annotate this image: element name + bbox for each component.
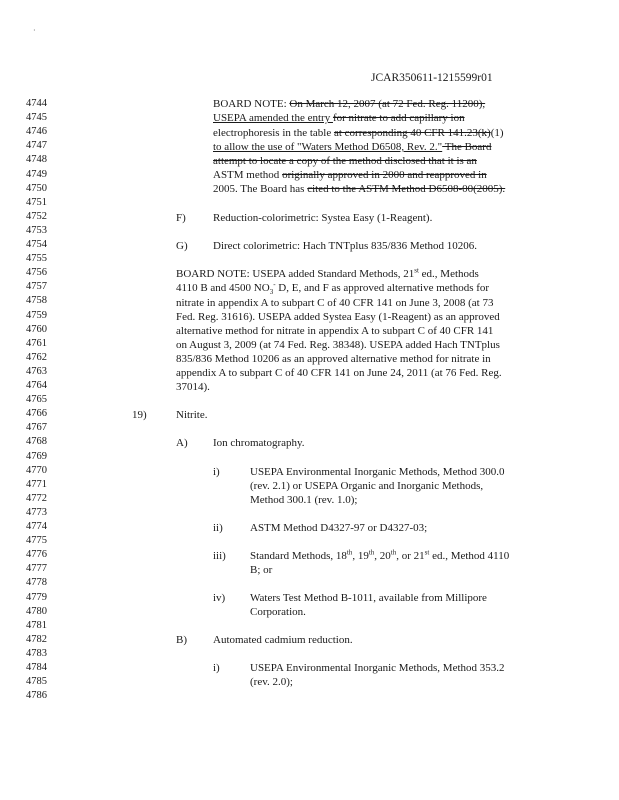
item-19a-letter: A)	[176, 437, 188, 449]
item-19b-title: Automated cadmium reduction.	[213, 634, 353, 646]
line-number: 4750	[26, 182, 47, 194]
item-19a-iii-line1: Standard Methods, 18th, 19th, 20th, or 21st ed., Method 4110	[250, 548, 510, 562]
line-number: 4768	[26, 436, 47, 448]
line-number: 4747	[26, 140, 47, 152]
line-number: 4767	[26, 422, 47, 434]
item-f-letter: F)	[176, 212, 186, 224]
item-19a-ii-num: ii)	[213, 522, 223, 534]
line-number: 4755	[26, 253, 47, 265]
line-number: 4775	[26, 535, 47, 547]
item-19b-i-num: i)	[213, 662, 220, 674]
line-number: 4773	[26, 506, 47, 518]
line-number: 4759	[26, 309, 47, 321]
line-number: 4764	[26, 380, 47, 391]
line-number: 4776	[26, 549, 47, 561]
line-number: 4754	[26, 239, 47, 250]
line-number: 4769	[26, 450, 47, 462]
line-number: 4751	[26, 196, 47, 208]
line-number: 4749	[26, 168, 47, 180]
line-number: 4780	[26, 605, 47, 617]
item-19-title: Nitrite.	[176, 409, 208, 421]
line-number: 4782	[26, 633, 47, 645]
line-number: 4757	[26, 281, 47, 293]
item-19a-title: Ion chromatography.	[213, 437, 305, 449]
item-19b-i-line2: (rev. 2.0);	[250, 676, 293, 688]
item-19a-i-num: i)	[213, 466, 220, 478]
line-number: 4744	[26, 98, 47, 109]
line-number: 4779	[26, 591, 47, 603]
line-number: 4748	[26, 154, 47, 166]
line-number: 4745	[26, 112, 47, 124]
item-f-text: Reduction-colorimetric: Systea Easy (1-Reagent).	[213, 212, 433, 224]
item-19-number: 19)	[132, 409, 147, 421]
line-number: 4761	[26, 337, 47, 349]
line-number: 4777	[26, 563, 47, 575]
line-number: 4774	[26, 521, 47, 532]
item-19a-iv-num: iv)	[213, 592, 226, 604]
line-number: 4770	[26, 464, 47, 476]
document-id-header: JCAR350611-1215599r01	[371, 72, 493, 84]
line-number: 4781	[26, 619, 47, 631]
item-g-text: Direct colorimetric: Hach TNTplus 835/836 Method 10206.	[213, 240, 478, 252]
line-number: 4746	[26, 126, 47, 138]
item-19a-i-line2: (rev. 2.1) or USEPA Organic and Inorganic Methods,	[250, 480, 484, 492]
line-number: 4756	[26, 267, 47, 279]
line-number: 4765	[26, 394, 47, 406]
item-19a-i-line3: Method 300.1 (rev. 1.0);	[250, 494, 358, 506]
item-19a-iii-line2: B; or	[250, 564, 273, 576]
line-number: 4766	[26, 408, 47, 420]
item-19a-iv-line1: Waters Test Method B-1011, available from Millipore	[250, 592, 487, 604]
line-number: 4771	[26, 478, 47, 490]
line-number: 4758	[26, 295, 47, 307]
item-19a-i-line1: USEPA Environmental Inorganic Methods, Method 300.0	[250, 466, 505, 478]
item-19a-iv-line2: Corporation.	[250, 606, 306, 618]
line-number: 4772	[26, 492, 47, 504]
line-number: 4785	[26, 676, 47, 688]
line-number: 4786	[26, 690, 47, 702]
item-g-letter: G)	[176, 240, 188, 252]
item-19a-iii-num: iii)	[213, 550, 226, 562]
item-19a-ii-text: ASTM Method D4327-97 or D4327-03;	[250, 522, 428, 534]
item-19b-letter: B)	[176, 634, 187, 646]
line-number: 4763	[26, 365, 47, 377]
line-number: 4752	[26, 210, 47, 222]
line-number: 4778	[26, 577, 47, 589]
line-number: 4783	[26, 647, 47, 659]
line-number: 4760	[26, 323, 47, 335]
item-19b-i-line1: USEPA Environmental Inorganic Methods, Method 353.2	[250, 662, 505, 674]
line-number: 4762	[26, 351, 47, 363]
line-number: 4753	[26, 224, 47, 236]
line-number: 4784	[26, 662, 47, 673]
scan-mark: ·	[33, 26, 36, 35]
